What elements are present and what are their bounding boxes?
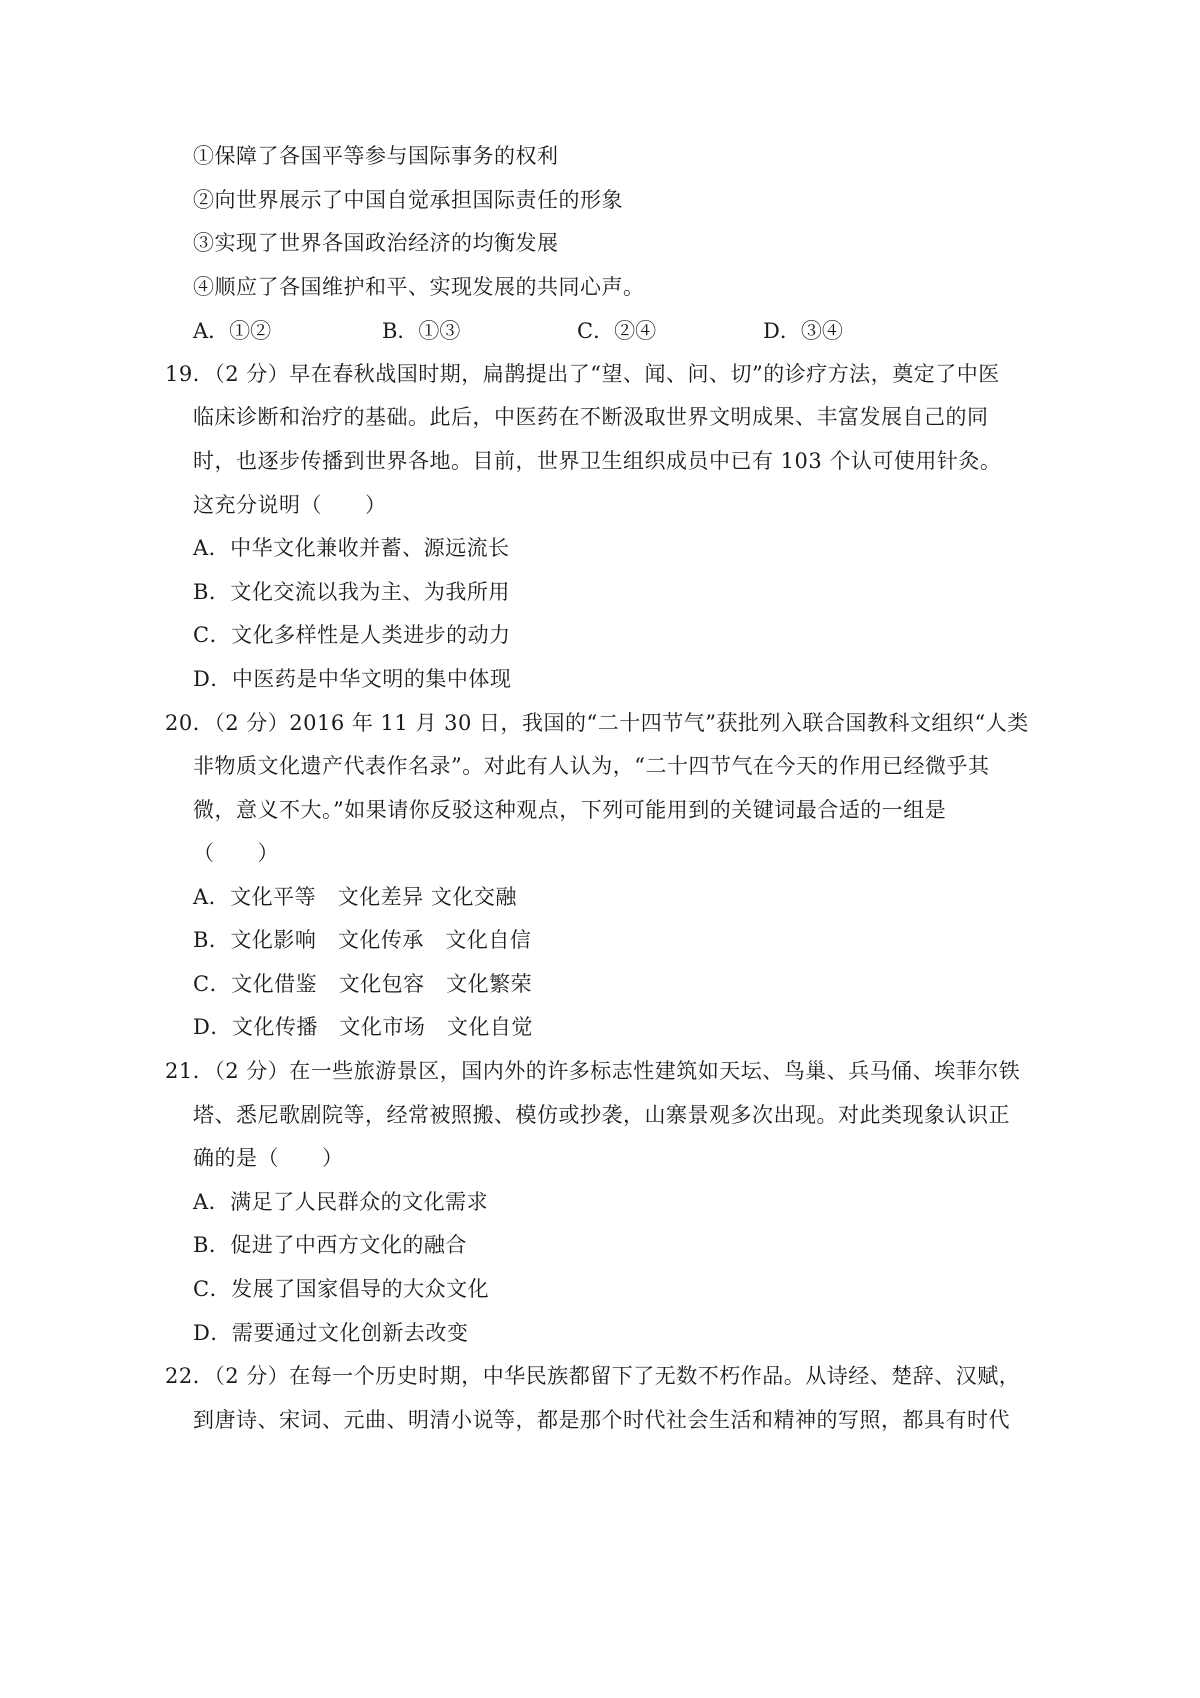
q19-option-a: A．中华文化兼收并蓄、源远流长 — [193, 536, 510, 560]
q18-option-d: D．③④ — [763, 319, 843, 343]
q18-statement-2: ②向世界展示了中国自觉承担国际责任的形象 — [193, 188, 623, 212]
q18-statement-1: ①保障了各国平等参与国际事务的权利 — [193, 144, 559, 168]
q20-stem-line-4: （ ） — [193, 841, 279, 865]
q18-option-c: C．②④ — [577, 319, 657, 343]
q20-stem-line-2: 非物质文化遗产代表作名录”。对此有人认为，“二十四节气在今天的作用已经微乎其 — [193, 754, 990, 778]
q18-option-b: B．①③ — [382, 319, 461, 343]
q20-option-c: C．文化借鉴 文化包容 文化繁荣 — [193, 972, 533, 996]
q21-stem-line-1: 21．（2 分）在一些旅游景区，国内外的许多标志性建筑如天坛、鸟巢、兵马俑、埃菲尔铁 — [165, 1059, 1021, 1083]
q19-stem-line-2: 临床诊断和治疗的基础。此后，中医药在不断汲取世界文明成果、丰富发展自己的同 — [193, 405, 989, 429]
q18-option-a: A．①② — [193, 319, 272, 343]
q19-stem-line-4: 这充分说明（ ） — [193, 493, 387, 517]
q20-option-a: A．文化平等 文化差异 文化交融 — [193, 885, 517, 909]
q19-option-d: D．中医药是中华文明的集中体现 — [193, 667, 512, 691]
q20-option-d: D．文化传播 文化市场 文化自觉 — [193, 1015, 533, 1039]
q18-statement-3: ③实现了世界各国政治经济的均衡发展 — [193, 231, 559, 255]
q20-option-b: B．文化影响 文化传承 文化自信 — [193, 928, 532, 952]
q21-option-c: C．发展了国家倡导的大众文化 — [193, 1277, 490, 1301]
q20-stem-line-3: 微，意义不大。”如果请你反驳这种观点，下列可能用到的关键词最合适的一组是 — [193, 798, 947, 822]
q21-option-b: B．促进了中西方文化的融合 — [193, 1233, 467, 1257]
q21-option-d: D．需要通过文化创新去改变 — [193, 1321, 469, 1345]
q22-stem-line-1: 22．（2 分）在每一个历史时期，中华民族都留下了无数不朽作品。从诗经、楚辞、汉赋， — [165, 1364, 1021, 1388]
q22-stem-line-2: 到唐诗、宋词、元曲、明清小说等，都是那个时代社会生活和精神的写照，都具有时代 — [193, 1408, 1010, 1432]
q18-statement-4: ④顺应了各国维护和平、实现发展的共同心声。 — [193, 275, 645, 299]
q21-stem-line-2: 塔、悉尼歌剧院等，经常被照搬、模仿或抄袭，山寨景观多次出现。对此类现象认识正 — [193, 1103, 1010, 1127]
q19-stem-line-1: 19．（2 分）早在春秋战国时期，扁鹊提出了“望、闻、问、切”的诊疗方法，奠定了中医 — [165, 362, 1000, 386]
q21-stem-line-3: 确的是（ ） — [193, 1146, 344, 1170]
q19-option-c: C．文化多样性是人类进步的动力 — [193, 623, 511, 647]
q21-option-a: A．满足了人民群众的文化需求 — [193, 1190, 489, 1214]
q20-stem-line-1: 20．（2 分）2016 年 11 月 30 日，我国的“二十四节气”获批列入联合国教科文组织“人类 — [165, 711, 1029, 735]
q19-stem-line-3: 时，也逐步传播到世界各地。目前，世界卫生组织成员中已有 103 个认可使用针灸。 — [193, 449, 1002, 473]
q19-option-b: B．文化交流以我为主、为我所用 — [193, 580, 510, 604]
